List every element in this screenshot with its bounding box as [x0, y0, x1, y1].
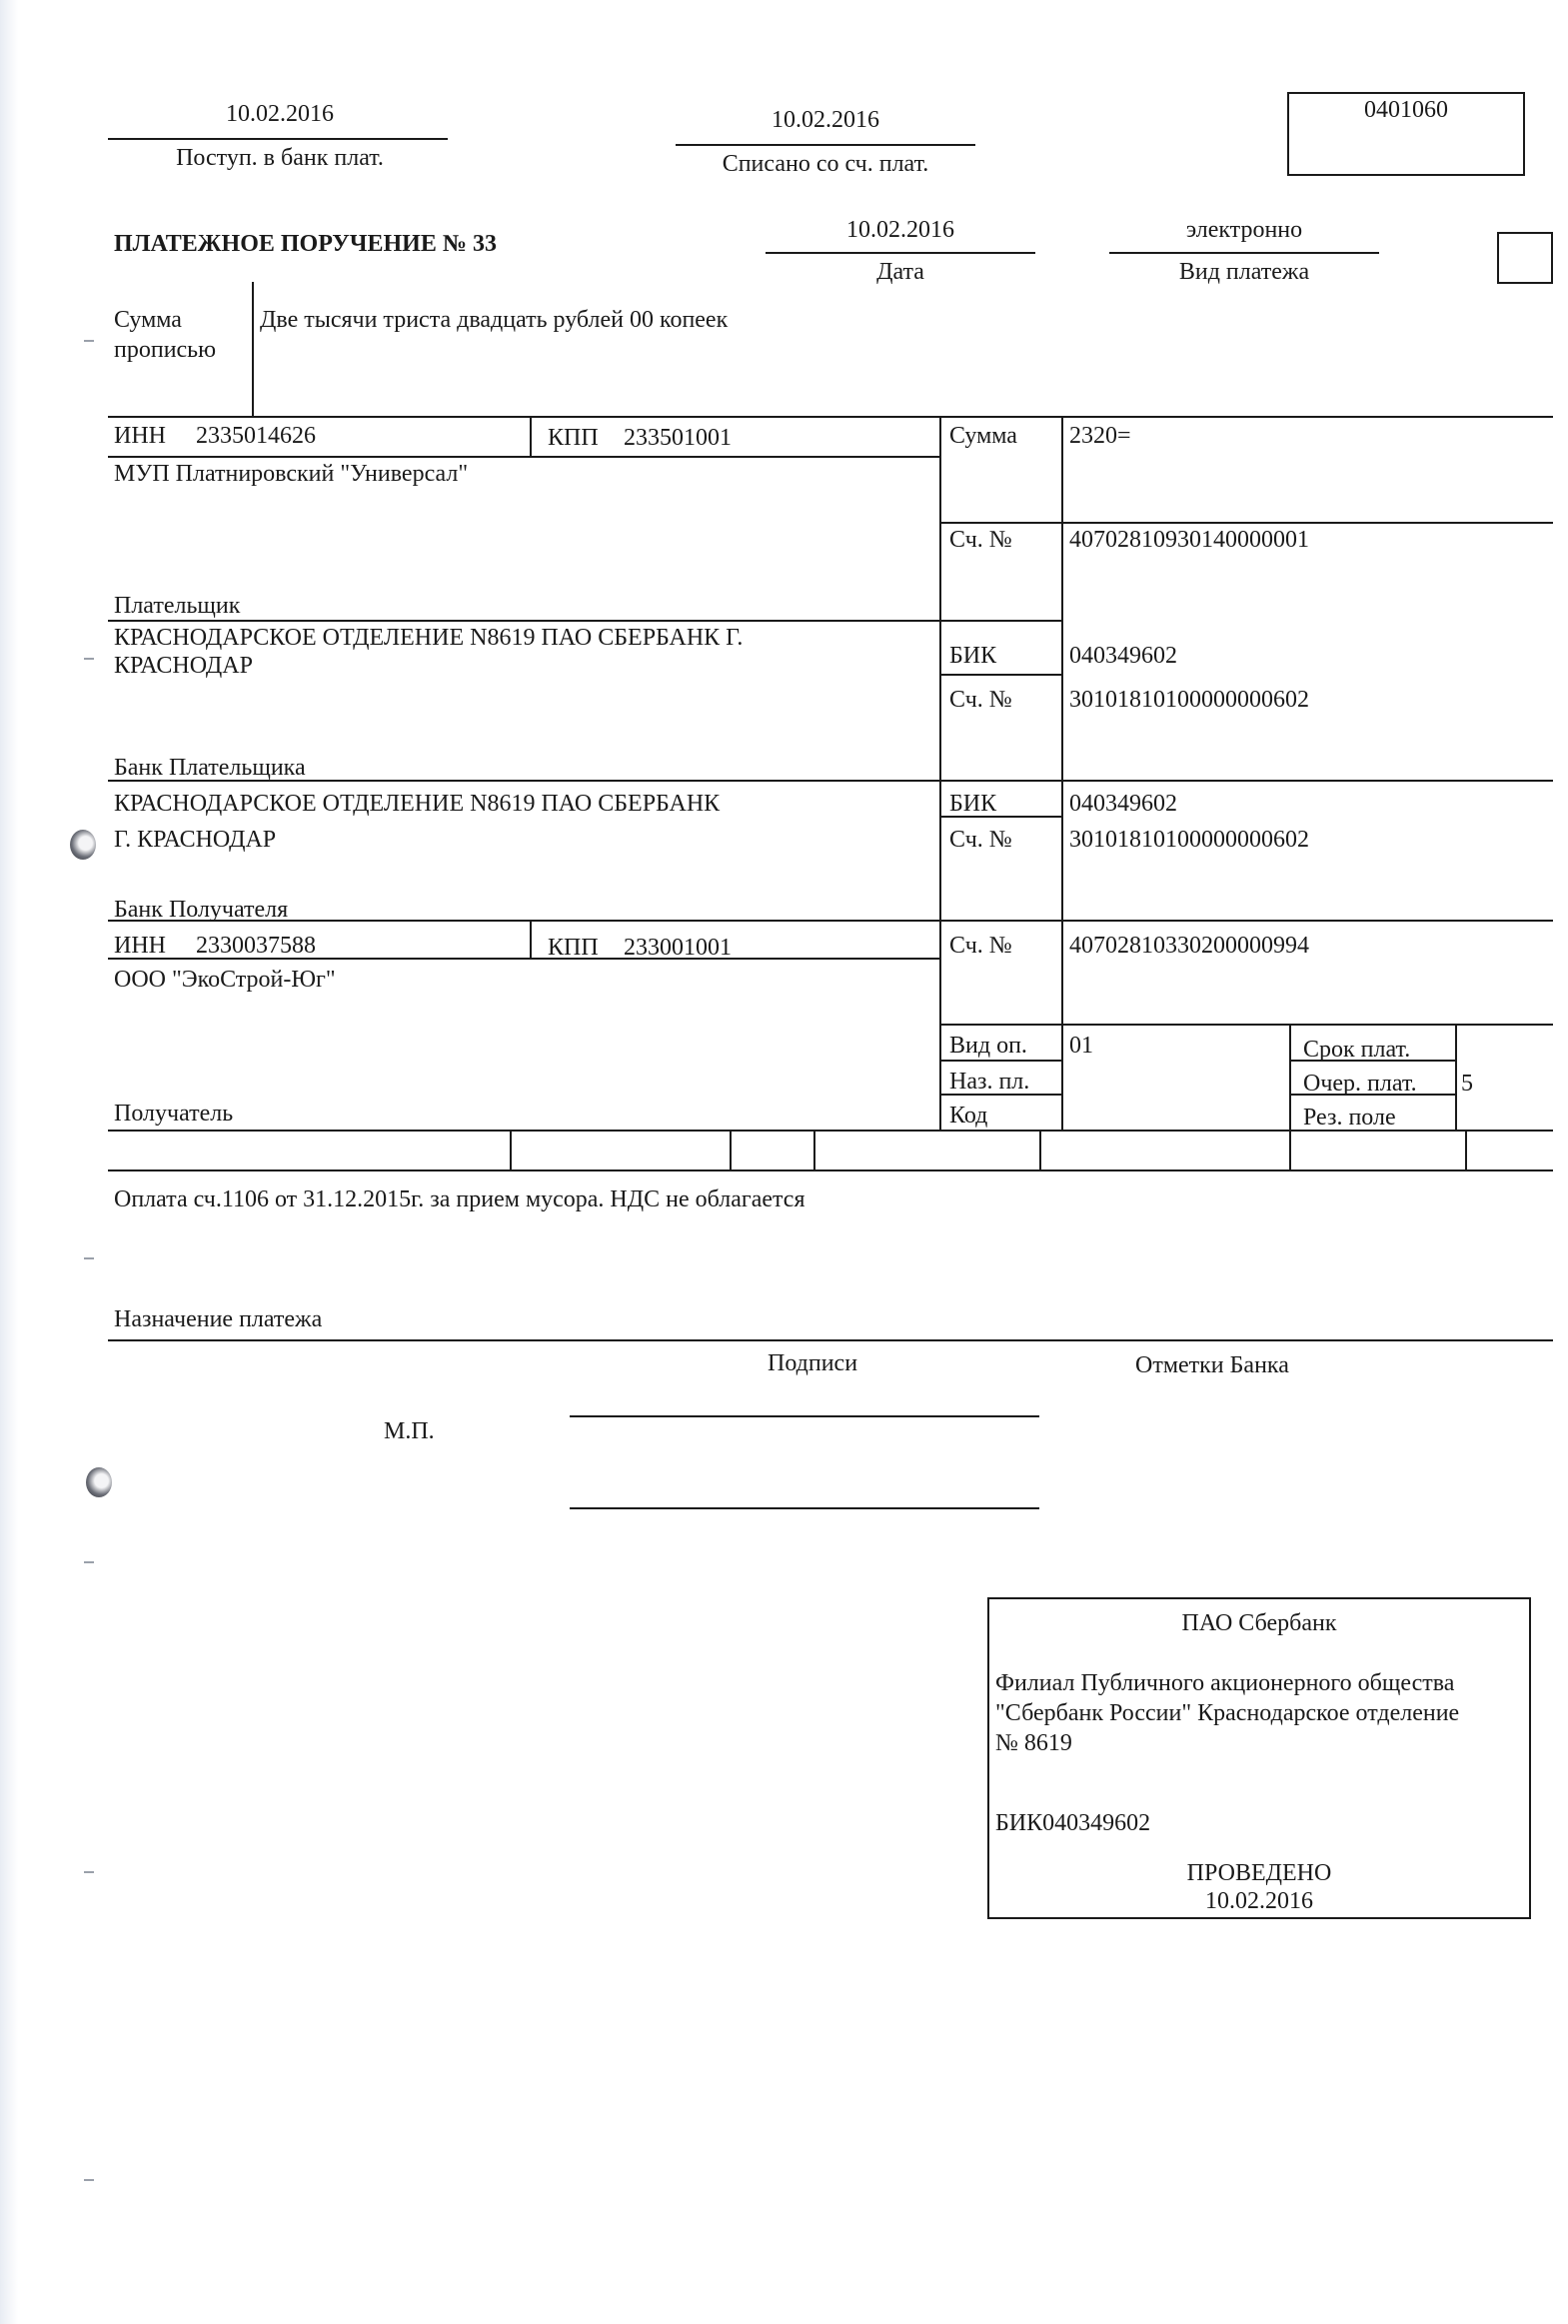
purpose-label: Назначение платежа [114, 1306, 323, 1332]
bank-received-date: 10.02.2016 [226, 101, 334, 127]
payee-acc: 40702810330200000994 [1069, 933, 1309, 959]
checkbox-square [1497, 232, 1553, 284]
payment-type-line [1109, 252, 1379, 254]
payee-acc-label: Сч. № [949, 933, 1012, 959]
stamp-line-1: Филиал Публичного акционерного общества [995, 1670, 1455, 1696]
payee-kpp-label: КПП [548, 935, 599, 961]
grid-line [939, 1060, 1061, 1062]
payee-bank-acc-label: Сч. № [949, 827, 1012, 853]
order-date: 10.02.2016 [846, 217, 954, 243]
payer-account-label: Сч. № [949, 527, 1012, 553]
binding-mark [84, 340, 94, 342]
payee-bank-label: Банк Получателя [114, 897, 289, 923]
stamp-bik: БИК040349602 [995, 1810, 1151, 1836]
op-ocher: 5 [1461, 1071, 1473, 1097]
amount-words-label-2: прописью [114, 337, 217, 363]
purpose-text: Оплата сч.1106 от 31.12.2015г. за прием мусора. НДС не облагается [114, 1186, 805, 1212]
stamp-line-3: № 8619 [995, 1730, 1072, 1756]
amount-label: Сумма [949, 423, 1017, 449]
debited-label: Списано со сч. плат. [722, 151, 929, 177]
grid-line [813, 1130, 815, 1171]
grid-line [1289, 1130, 1291, 1171]
page-title: ПЛАТЕЖНОЕ ПОРУЧЕНИЕ № 33 [114, 231, 497, 257]
binding-mark [84, 1871, 94, 1873]
amount-words-divider [252, 282, 254, 416]
payer-account: 40702810930140000001 [1069, 527, 1309, 553]
grid-line [939, 522, 1553, 524]
payer-bank-name-1: КРАСНОДАРСКОЕ ОТДЕЛЕНИЕ N8619 ПАО СБЕРБАНК Г. [114, 625, 744, 651]
payer-bank-bik-label: БИК [949, 643, 997, 669]
payee-bank-name-1: КРАСНОДАРСКОЕ ОТДЕЛЕНИЕ N8619 ПАО СБЕРБАНК [114, 791, 721, 817]
grid-line [108, 1169, 1553, 1171]
payer-inn-label: ИНН [114, 423, 166, 449]
bank-received-line [108, 138, 448, 140]
grid-line [510, 1130, 512, 1171]
stamp-bank: ПАО Сбербанк [1181, 1610, 1337, 1636]
op-srok-label: Срок плат. [1303, 1037, 1411, 1063]
grid-line [1465, 1130, 1467, 1171]
payee-inn: 2330037588 [196, 933, 316, 959]
grid-line [939, 674, 1061, 676]
scan-edge [0, 0, 18, 2324]
grid-line [108, 1339, 1553, 1341]
grid-line [730, 1130, 732, 1171]
signatures-label: Подписи [768, 1350, 858, 1376]
punch-hole [70, 830, 96, 860]
debited-date: 10.02.2016 [772, 107, 879, 133]
payee-bank-bik: 040349602 [1069, 791, 1177, 817]
bank-received-label: Поступ. в банк плат. [176, 145, 384, 171]
op-vid-label: Вид оп. [949, 1033, 1027, 1059]
payment-type-label: Вид платежа [1178, 259, 1310, 285]
amount-words-value: Две тысячи триста двадцать рублей 00 копеек [260, 307, 729, 333]
grid-line [108, 920, 1553, 922]
op-kod-label: Код [949, 1103, 988, 1129]
grid-line [108, 620, 1061, 622]
signature-line-1 [570, 1415, 1039, 1417]
payment-type: электронно [1185, 217, 1303, 243]
payee-inn-label: ИНН [114, 933, 166, 959]
binding-mark [84, 1561, 94, 1563]
stamp-line-2: "Сбербанк России" Краснодарское отделение [995, 1700, 1460, 1726]
op-vid: 01 [1069, 1033, 1093, 1059]
payee-label: Получатель [114, 1101, 234, 1127]
op-ocher-label: Очер. плат. [1303, 1071, 1417, 1097]
grid-line [1455, 1024, 1457, 1132]
stamp-status: ПРОВЕДЕНО [1186, 1860, 1332, 1886]
payee-name: ООО "ЭкоСтрой-Юг" [114, 967, 336, 993]
op-rez-label: Рез. поле [1303, 1105, 1396, 1131]
grid-line [108, 456, 939, 458]
order-date-line [766, 252, 1035, 254]
payer-inn: 2335014626 [196, 423, 316, 449]
order-date-label: Дата [876, 259, 924, 285]
stamp-date: 10.02.2016 [1205, 1888, 1313, 1914]
payer-label: Плательщик [114, 593, 241, 619]
grid-line [1289, 1024, 1291, 1132]
payer-kpp: 233501001 [624, 425, 732, 451]
mp-label: М.П. [384, 1418, 435, 1444]
payer-bank-name-2: КРАСНОДАР [114, 653, 253, 679]
payer-name: МУП Платнировский "Универсал" [114, 461, 469, 487]
amount-value: 2320= [1069, 423, 1131, 449]
binding-mark [84, 2179, 94, 2181]
binding-mark [84, 658, 94, 660]
grid-line [1039, 1130, 1041, 1171]
grid-line [530, 920, 532, 960]
signature-line-2 [570, 1507, 1039, 1509]
punch-hole [86, 1467, 112, 1497]
payer-bank-label: Банк Плательщика [114, 755, 306, 781]
payer-kpp-label: КПП [548, 425, 599, 451]
op-naz-label: Наз. пл. [949, 1069, 1030, 1095]
form-code: 0401060 [1364, 97, 1448, 123]
payer-bank-bik: 040349602 [1069, 643, 1177, 669]
grid-line [108, 416, 1553, 418]
payee-kpp: 233001001 [624, 935, 732, 961]
payee-bank-bik-label: БИК [949, 791, 997, 817]
grid-line [530, 416, 532, 458]
bank-marks-label: Отметки Банка [1135, 1352, 1289, 1378]
debited-line [676, 144, 975, 146]
payee-bank-acc: 30101810100000000602 [1069, 827, 1309, 853]
payee-bank-name-2: Г. КРАСНОДАР [114, 827, 277, 853]
grid-line [939, 1024, 1553, 1026]
payer-bank-acc: 30101810100000000602 [1069, 687, 1309, 713]
grid-line [108, 780, 1553, 782]
amount-words-label-1: Сумма [114, 307, 182, 333]
binding-mark [84, 1257, 94, 1259]
payer-bank-acc-label: Сч. № [949, 687, 1012, 713]
